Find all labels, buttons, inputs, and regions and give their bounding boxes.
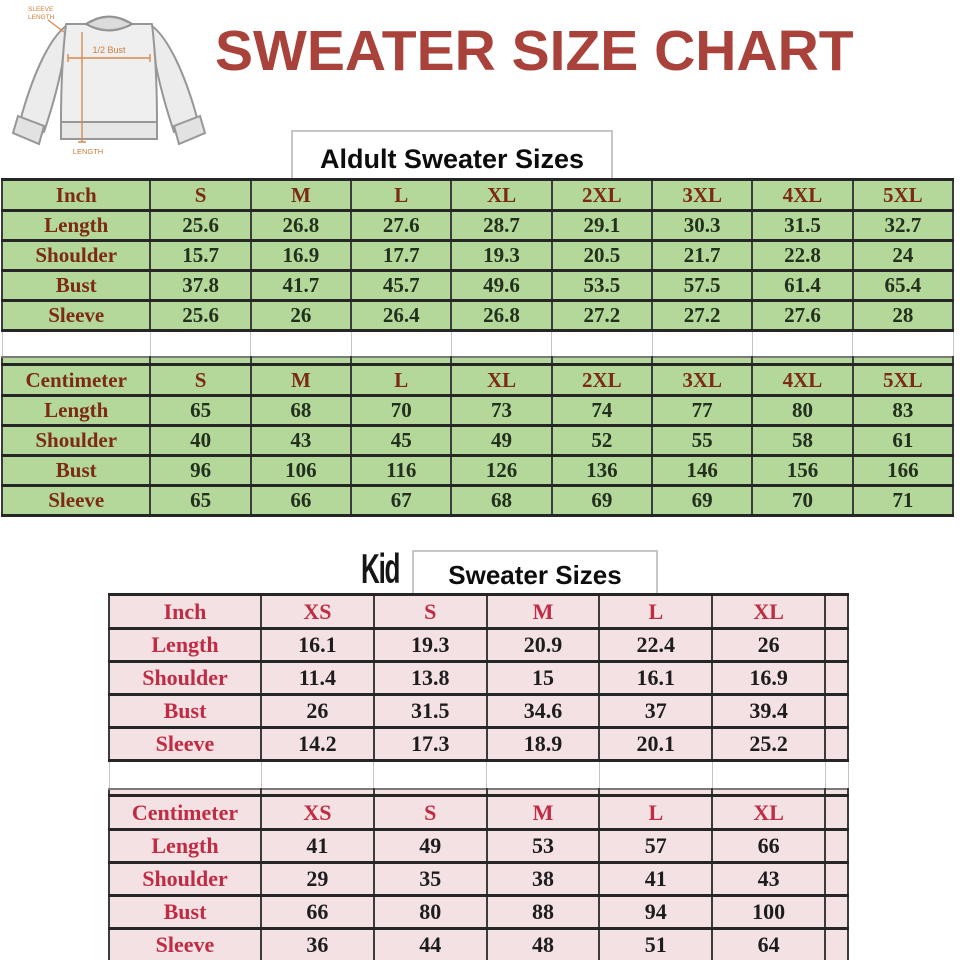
value-cell: 20.1 <box>599 728 712 761</box>
value-cell: 166 <box>853 456 953 486</box>
table-row <box>2 486 953 516</box>
spacer-cell <box>109 761 261 789</box>
kid-section-heading <box>412 550 658 596</box>
value-cell: 26 <box>261 695 374 728</box>
strip-cell <box>652 357 752 365</box>
value-cell: 16.1 <box>261 629 374 662</box>
value-cell: 22.4 <box>599 629 712 662</box>
value-cell: 30.3 <box>652 211 752 241</box>
unit-header-inch: Inch <box>2 180 150 211</box>
measure-label-sleeve: Sleeve <box>2 301 150 331</box>
table-row <box>2 301 953 331</box>
size-header-m: M <box>487 796 600 830</box>
value-cell: 27.2 <box>552 301 652 331</box>
table-row <box>2 426 953 456</box>
sweater-body <box>61 24 157 122</box>
value-cell: 36 <box>261 929 374 960</box>
strip-cell <box>712 789 825 796</box>
value-cell: 16.9 <box>712 662 825 695</box>
value-cell: 27.6 <box>351 211 451 241</box>
size-header-m: M <box>251 365 351 396</box>
value-cell: 49 <box>451 426 551 456</box>
blank-cell <box>825 830 848 863</box>
blank-cell <box>825 863 848 896</box>
size-header-3xl: 3XL <box>652 180 752 211</box>
sweater-diagram <box>4 2 216 160</box>
spacer-cell <box>351 331 451 357</box>
table-row <box>109 728 848 761</box>
value-cell: 28 <box>853 301 953 331</box>
value-cell: 73 <box>451 396 551 426</box>
spacer-cell <box>825 761 848 789</box>
value-cell: 39.4 <box>712 695 825 728</box>
value-cell: 43 <box>712 863 825 896</box>
spacer-cell <box>374 761 487 789</box>
size-header-xl: XL <box>712 595 825 629</box>
value-cell: 37 <box>599 695 712 728</box>
value-cell: 74 <box>552 396 652 426</box>
value-cell: 53.5 <box>552 271 652 301</box>
measure-label-shoulder: Shoulder <box>109 863 261 896</box>
bust-measure-label: 1/2 Bust <box>92 45 126 55</box>
blank-cell <box>825 595 848 629</box>
blank-cell <box>825 929 848 960</box>
left-sleeve <box>20 26 66 132</box>
value-cell: 32.7 <box>853 211 953 241</box>
size-header-m: M <box>487 595 600 629</box>
kid-size-tables <box>108 593 849 960</box>
measure-label-shoulder: Shoulder <box>2 426 150 456</box>
value-cell: 19.3 <box>374 629 487 662</box>
size-header-5xl: 5XL <box>853 180 953 211</box>
table-row <box>109 629 848 662</box>
spacer-cell <box>261 761 374 789</box>
strip-cell <box>351 357 451 365</box>
table-row <box>109 662 848 695</box>
value-cell: 156 <box>752 456 852 486</box>
value-cell: 65 <box>150 486 250 516</box>
value-cell: 27.6 <box>752 301 852 331</box>
adult-heading-label: Aldult Sweater Sizes <box>319 143 585 174</box>
value-cell: 61.4 <box>752 271 852 301</box>
strip-cell <box>150 357 250 365</box>
table-row <box>109 896 848 929</box>
spacer-cell <box>652 331 752 357</box>
length-measure-label: LENGTH <box>72 147 104 156</box>
value-cell: 67 <box>351 486 451 516</box>
table-row <box>109 929 848 960</box>
spacer-cell <box>853 331 953 357</box>
value-cell: 26.8 <box>251 211 351 241</box>
measure-label-sleeve: Sleeve <box>109 728 261 761</box>
value-cell: 25.6 <box>150 211 250 241</box>
value-cell: 31.5 <box>374 695 487 728</box>
value-cell: 41 <box>599 863 712 896</box>
value-cell: 66 <box>261 896 374 929</box>
sleeve-measure-label-2: LENGTH <box>28 14 55 21</box>
value-cell: 106 <box>251 456 351 486</box>
hem-band <box>61 122 157 139</box>
blank-cell <box>825 896 848 929</box>
table-row <box>2 456 953 486</box>
value-cell: 18.9 <box>487 728 600 761</box>
size-header-xl: XL <box>451 180 551 211</box>
value-cell: 28.7 <box>451 211 551 241</box>
value-cell: 17.7 <box>351 241 451 271</box>
spacer-cell <box>150 331 250 357</box>
value-cell: 69 <box>552 486 652 516</box>
value-cell: 64 <box>712 929 825 960</box>
value-cell: 35 <box>374 863 487 896</box>
value-cell: 45 <box>351 426 451 456</box>
spacer-cell <box>712 761 825 789</box>
table-row <box>2 241 953 271</box>
size-grid <box>108 593 849 960</box>
value-cell: 116 <box>351 456 451 486</box>
strip-cell <box>251 357 351 365</box>
value-cell: 49 <box>374 830 487 863</box>
value-cell: 16.9 <box>251 241 351 271</box>
value-cell: 71 <box>853 486 953 516</box>
value-cell: 22.8 <box>752 241 852 271</box>
strip-cell <box>825 789 848 796</box>
value-cell: 136 <box>552 456 652 486</box>
size-header-4xl: 4XL <box>752 180 852 211</box>
value-cell: 68 <box>251 396 351 426</box>
measure-label-bust: Bust <box>2 456 150 486</box>
size-header-l: L <box>351 180 451 211</box>
value-cell: 126 <box>451 456 551 486</box>
value-cell: 26 <box>712 629 825 662</box>
size-header-l: L <box>351 365 451 396</box>
spacer-cell <box>752 331 852 357</box>
kid-heading-prefix: Kid <box>361 545 400 592</box>
value-cell: 11.4 <box>261 662 374 695</box>
value-cell: 94 <box>599 896 712 929</box>
value-cell: 96 <box>150 456 250 486</box>
table-row <box>2 271 953 301</box>
value-cell: 146 <box>652 456 752 486</box>
blank-cell <box>825 695 848 728</box>
strip-cell <box>853 357 953 365</box>
value-cell: 49.6 <box>451 271 551 301</box>
value-cell: 24 <box>853 241 953 271</box>
value-cell: 100 <box>712 896 825 929</box>
value-cell: 68 <box>451 486 551 516</box>
value-cell: 66 <box>251 486 351 516</box>
measure-label-length: Length <box>2 211 150 241</box>
spacer-cell <box>599 761 712 789</box>
value-cell: 20.9 <box>487 629 600 662</box>
value-cell: 17.3 <box>374 728 487 761</box>
value-cell: 45.7 <box>351 271 451 301</box>
table-row <box>2 211 953 241</box>
value-cell: 80 <box>752 396 852 426</box>
value-cell: 83 <box>853 396 953 426</box>
measure-label-length: Length <box>109 830 261 863</box>
spacer-cell <box>552 331 652 357</box>
measure-label-bust: Bust <box>109 896 261 929</box>
measure-label-bust: Bust <box>2 271 150 301</box>
blank-cell <box>825 629 848 662</box>
value-cell: 34.6 <box>487 695 600 728</box>
value-cell: 58 <box>752 426 852 456</box>
strip-cell <box>261 789 374 796</box>
unit-header-centimeter: Centimeter <box>2 365 150 396</box>
value-cell: 26.8 <box>451 301 551 331</box>
size-header-s: S <box>374 796 487 830</box>
value-cell: 57 <box>599 830 712 863</box>
value-cell: 15.7 <box>150 241 250 271</box>
size-header-5xl: 5XL <box>853 365 953 396</box>
value-cell: 31.5 <box>752 211 852 241</box>
value-cell: 69 <box>652 486 752 516</box>
value-cell: 26 <box>251 301 351 331</box>
value-cell: 66 <box>712 830 825 863</box>
value-cell: 25.6 <box>150 301 250 331</box>
strip-cell <box>2 357 150 365</box>
unit-header-centimeter: Centimeter <box>109 796 261 830</box>
value-cell: 88 <box>487 896 600 929</box>
size-header-3xl: 3XL <box>652 365 752 396</box>
value-cell: 14.2 <box>261 728 374 761</box>
table-row <box>109 695 848 728</box>
size-header-xl: XL <box>451 365 551 396</box>
value-cell: 29.1 <box>552 211 652 241</box>
adult-size-tables <box>1 178 954 517</box>
table-row <box>109 863 848 896</box>
measure-label-sleeve: Sleeve <box>109 929 261 960</box>
value-cell: 70 <box>351 396 451 426</box>
spacer-cell <box>251 331 351 357</box>
value-cell: 41 <box>261 830 374 863</box>
size-header-2xl: 2XL <box>552 180 652 211</box>
spacer-cell <box>2 331 150 357</box>
table-row <box>2 396 953 426</box>
sleeve-measure-label-1: SLEEVE <box>28 6 54 13</box>
adult-section-heading <box>291 130 613 182</box>
value-cell: 51 <box>599 929 712 960</box>
table-row <box>109 830 848 863</box>
value-cell: 55 <box>652 426 752 456</box>
value-cell: 70 <box>752 486 852 516</box>
sleeve-measure-line <box>48 20 64 32</box>
right-sleeve <box>152 26 198 132</box>
size-header-s: S <box>374 595 487 629</box>
value-cell: 65.4 <box>853 271 953 301</box>
value-cell: 27.2 <box>652 301 752 331</box>
size-header-xl: XL <box>712 796 825 830</box>
size-header-xs: XS <box>261 595 374 629</box>
spacer-cell <box>451 331 551 357</box>
size-header-xs: XS <box>261 796 374 830</box>
value-cell: 65 <box>150 396 250 426</box>
spacer-cell <box>487 761 600 789</box>
size-header-2xl: 2XL <box>552 365 652 396</box>
value-cell: 48 <box>487 929 600 960</box>
value-cell: 21.7 <box>652 241 752 271</box>
value-cell: 29 <box>261 863 374 896</box>
value-cell: 80 <box>374 896 487 929</box>
strip-cell <box>374 789 487 796</box>
value-cell: 15 <box>487 662 600 695</box>
value-cell: 43 <box>251 426 351 456</box>
size-header-m: M <box>251 180 351 211</box>
blank-cell <box>825 728 848 761</box>
strip-cell <box>552 357 652 365</box>
size-grid <box>1 178 954 517</box>
measure-label-shoulder: Shoulder <box>109 662 261 695</box>
unit-header-inch: Inch <box>109 595 261 629</box>
blank-cell <box>825 662 848 695</box>
strip-cell <box>487 789 600 796</box>
value-cell: 52 <box>552 426 652 456</box>
value-cell: 41.7 <box>251 271 351 301</box>
value-cell: 38 <box>487 863 600 896</box>
size-header-s: S <box>150 365 250 396</box>
strip-cell <box>109 789 261 796</box>
measure-label-shoulder: Shoulder <box>2 241 150 271</box>
value-cell: 16.1 <box>599 662 712 695</box>
measure-label-length: Length <box>109 629 261 662</box>
value-cell: 77 <box>652 396 752 426</box>
value-cell: 53 <box>487 830 600 863</box>
value-cell: 25.2 <box>712 728 825 761</box>
value-cell: 57.5 <box>652 271 752 301</box>
value-cell: 19.3 <box>451 241 551 271</box>
size-header-4xl: 4XL <box>752 365 852 396</box>
measure-label-length: Length <box>2 396 150 426</box>
measure-label-bust: Bust <box>109 695 261 728</box>
value-cell: 13.8 <box>374 662 487 695</box>
strip-cell <box>752 357 852 365</box>
kid-heading-label: Sweater Sizes <box>448 560 622 590</box>
size-header-s: S <box>150 180 250 211</box>
value-cell: 61 <box>853 426 953 456</box>
strip-cell <box>451 357 551 365</box>
size-header-l: L <box>599 796 712 830</box>
value-cell: 40 <box>150 426 250 456</box>
page-title: SWEATER SIZE CHART <box>215 19 854 83</box>
measure-label-sleeve: Sleeve <box>2 486 150 516</box>
blank-cell <box>825 796 848 830</box>
value-cell: 20.5 <box>552 241 652 271</box>
strip-cell <box>599 789 712 796</box>
value-cell: 44 <box>374 929 487 960</box>
value-cell: 37.8 <box>150 271 250 301</box>
value-cell: 26.4 <box>351 301 451 331</box>
size-header-l: L <box>599 595 712 629</box>
